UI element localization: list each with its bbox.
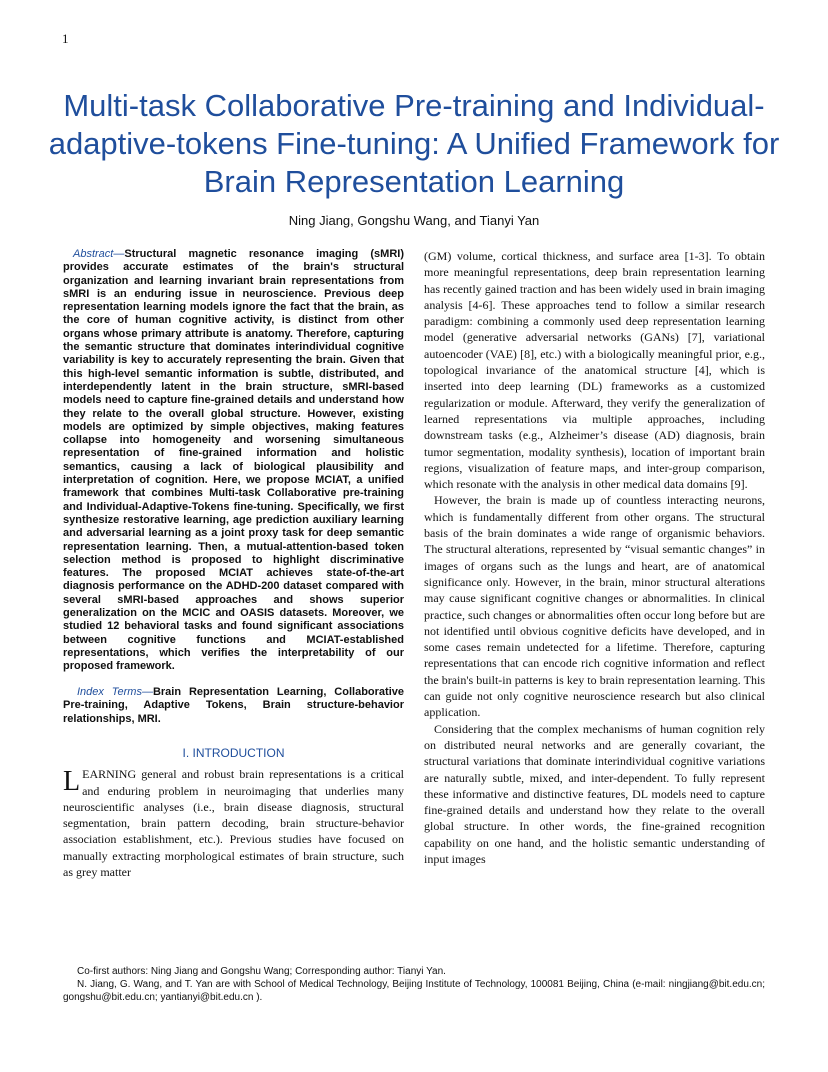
footnote-coauthors: Co-first authors: Ning Jiang and Gongshu Wang; Corresponding author: Tianyi Yan. [77, 966, 446, 977]
intro-paragraph-3: Considering that the complex mechanisms of human cognition rely on distributed neural networks and are generally covariant, the structural variations that dominate interindividual cognitive variations are naturally subtle, mixed, and inter-dependent. To fully represent these informative and distinctive features, DL models need to capture fine-grained details and understand how they relate to the overall global structure. In other words, the fine-grained recognition capability on one hand, and the holistic semantic understanding of input images [424, 721, 765, 866]
paper-title: Multi-task Collaborative Pre-training and Individual-adaptive-tokens Fine-tuning: A Unified Framework for Brain Representation Learning [48, 88, 780, 199]
section-heading-introduction: I. INTRODUCTION [182, 746, 285, 761]
abstract-label: Abstract— [73, 248, 125, 260]
footnote-affiliation: N. Jiang, G. Wang, and T. Yan are with School of Medical Technology, Beijing Institute of Technology, 100081 Beijing, China (e-mail: ningjiang@bit.edu.cn; gongshu@bit.edu.cn; yantianyi@bit.edu.cn ). [63, 979, 765, 1003]
drop-cap: L [63, 766, 81, 798]
intro-paragraph-1-start [63, 766, 404, 880]
index-terms [63, 686, 404, 727]
abstract-text: Structural magnetic resonance imaging (sMRI) provides accurate estimates of the brain's structural organization and learning invariant brain representations from sMRI is an enduring issue in neuroscience. Previous deep representation learning models ignore the fact that the brain, as the core of human cognitive activity, is distinct from other organs whose primary attribute is anatomy. Therefore, capturing the semantic structure that dominates interindividual cognitive variability is key to accurately representing the brain. Given that this high-level semantic information is subtle, distributed, and interdependently latent in the brain structure, sMRI-based models need to capture fine-grained details and understand how they relate to the overall global structure. However, existing models are optimized by simple objectives, making features collapse into homogeneity and worsening simultaneous representation of fine-grained information and holistic semantics, causing a lack of biological plausibility and interpretation of cognition. Here, we propose MCIAT, a unified framework that combines Multi-task Collaborative pre-training and Individual-Adaptive-Tokens fine-tuning. Specifically, we first synthesize restorative learning, age prediction auxiliary learning and adversarial learning as a joint proxy task for deep semantic representation learning. Then, a mutual-attention-based token selection method is proposed to highlight discriminative features. The proposed MCIAT achieves state-of-the-art diagnosis performance on the ADHD-200 dataset compared with several sMRI-based approaches and shows superior generalization on the MCIC and OASIS datasets. Moreover, we studied 12 behavioral tasks and found significant associations between cognitive functions and MCIAT-established representations, which verifies the interpretability of our proposed framework. [63, 248, 404, 673]
right-column [424, 248, 765, 867]
left-column [63, 248, 404, 880]
index-terms-text: Brain Representation Learning, Collaborative Pre-training, Adaptive Tokens, Brain structure-behavior relationships, MRI. [63, 685, 404, 725]
intro-paragraph-1-continued: (GM) volume, cortical thickness, and surface area [1-3]. To obtain more meaningful representations, deep brain representation learning has recently gained traction and has been widely used in brain imaging analysis [4-6]. These approaches tend to follow a similar research paradigm: combining a commonly used deep representation learning model (generative adversarial networks (GANs) [7], variational autoencoder (VAE) [8], etc.) with a biologically meaningful prior, e.g., topological invariance of the anatomical structure [4], which is inserted into deep learning (DL) frameworks as a customized regularization or module. Afterward, they verify the generalization of learned representations via multiple approaches, including downstream tasks (e.g., Alzheimer’s disease (AD) diagnosis, brain tumor segmentation, modality synthesis), location of important brain regions, visualization of feature maps, and inter-group comparison, which resonate with the analysis in other medical data domains [9]. [424, 249, 765, 492]
index-terms-label: Index Terms— [77, 685, 153, 698]
page-number: 1 [62, 31, 69, 46]
author-list: Ning Jiang, Gongshu Wang, and Tianyi Yan [288, 213, 540, 228]
footnotes [63, 965, 765, 1004]
abstract [63, 248, 404, 674]
intro-paragraph-2: However, the brain is made up of countless interacting neurons, which is fundamentally different from other organs. The structural basis of the brain dominates a wide range of organismic behaviors. The structural alterations, represented by “visual semantic changes” in images of organs such as the lungs and heart, are of anatomical significance only. However, in the brain, minor structural alterations may cause significant cognitive changes or abnormalities. In clinical practice, such changes or abnormalities often occur long before but are not identified until obvious cognitive deficits have developed, and in some cases remain undetected for a lifetime. Therefore, capturing representations that can encode rich cognitive information and reflect the brain's built-in patterns is key to brain representation learning. This can guide not only cognitive neuroscience research but also clinical application. [424, 493, 765, 720]
intro-paragraph-1-text: EARNING general and robust brain representations is a critical and enduring problem in neuroimaging that underlies many neuroscientific analyses (i.e., brain disease diagnosis, structural segmentation, brain pattern decoding, brain structure-behavior association establishment, etc.). Previous studies have focused on manually extracting morphological estimates of brain structure, such as grey matter [63, 767, 404, 880]
